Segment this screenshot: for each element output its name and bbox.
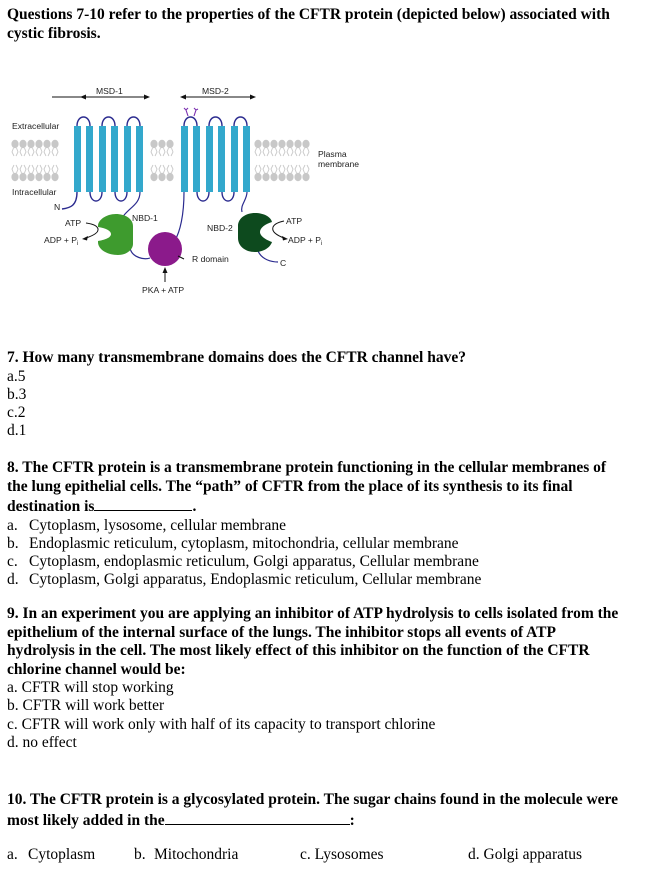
nbd2-shape (238, 213, 272, 252)
label-intracellular: Intracellular (12, 187, 57, 197)
glycan-chains (184, 108, 198, 116)
answer-blank-q8[interactable] (94, 496, 192, 511)
q9-option-c[interactable]: c. CFTR will work only with half of its capacity to transport chlorine (7, 715, 436, 733)
question-8-stem: 8. The CFTR protein is a transmembrane protein functioning in the cellular membranes of the lung epithelial cells. The “path” of CFTR from the place of its synthesis to its final destination is . (7, 459, 607, 515)
q8-option-b[interactable]: b. Endoplasmic reticulum, cytoplasm, mitochondria, cellular membrane (7, 534, 459, 552)
label-extracellular: Extracellular (12, 121, 60, 131)
q7-option-a[interactable]: a.5 (7, 367, 26, 385)
label-adp-left: ADP + $P_i$ (44, 235, 79, 247)
question-9 (7, 605, 652, 752)
label-c-terminus: C (280, 258, 287, 268)
question-8 (7, 459, 652, 590)
nbd1-shape (98, 214, 133, 255)
msd1-helices (74, 126, 143, 192)
q10-option-b[interactable]: b. Mitochondria (134, 846, 239, 863)
q10-option-d[interactable]: d. Golgi apparatus (468, 846, 583, 863)
r-domain-shape (148, 232, 182, 266)
q8-option-c[interactable]: c. Cytoplasm, endoplasmic reticulum, Golgi apparatus, Cellular membrane (7, 553, 479, 571)
question-7-stem: 7. How many transmembrane domains does the CFTR channel have? (7, 349, 466, 366)
question-9-stem: 9. In an experiment you are applying an inhibitor of ATP hydrolysis to cells isolated from the epithelium of the internal surface of the lungs. The inhibitor stops all events of ATP hydrolysis in the cell. The most likely effect of this inhibitor on the function of the CFTR chlorine channel would be: (7, 605, 619, 678)
question-7 (7, 349, 647, 441)
label-atp-left: ATP (65, 218, 82, 228)
cftr-diagram (0, 80, 400, 300)
msd2-helices (181, 126, 250, 192)
label-msd2: MSD-2 (202, 86, 229, 96)
label-atp-right: ATP (286, 216, 303, 226)
label-nbd2: NBD-2 (207, 223, 233, 233)
lipid-bilayer-right (254, 140, 309, 181)
label-n-terminus: N (54, 202, 61, 212)
q10-option-c[interactable]: c. Lysosomes (300, 846, 384, 863)
q8-option-d[interactable]: d. Cytoplasm, Golgi apparatus, Endoplasmic reticulum, Cellular membrane (7, 571, 482, 589)
intro-text: Questions 7-10 refer to the properties of the CFTR protein (depicted below) associated with cystic fibrosis. (7, 6, 610, 42)
question-10 (7, 791, 652, 830)
answer-blank-q10[interactable] (165, 810, 350, 825)
lipid-bilayer-middle (150, 140, 173, 181)
lipid-bilayer-left (11, 140, 58, 181)
q10-option-a[interactable]: a. Cytoplasm (7, 846, 96, 863)
q7-option-b[interactable]: b.3 (7, 385, 27, 403)
q9-option-d[interactable]: d. no effect (7, 733, 77, 751)
label-r-domain: R domain (192, 254, 229, 264)
q9-option-a[interactable]: a. CFTR will stop working (7, 679, 174, 696)
q9-option-b[interactable]: b. CFTR will work better (7, 697, 165, 715)
label-msd1: MSD-1 (96, 86, 123, 96)
label-pka-atp: PKA + ATP (142, 285, 185, 295)
question-10-stem: 10. The CFTR protein is a glycosylated protein. The sugar chains found in the molecule were most likely added in the : (7, 791, 619, 829)
label-adp-right: ADP + $P_i$ (288, 235, 323, 247)
label-nbd1: NBD-1 (132, 213, 158, 223)
q7-option-c[interactable]: c.2 (7, 404, 26, 422)
label-plasma: Plasma (318, 149, 347, 159)
q8-option-a[interactable]: a. Cytoplasm, lysosome, cellular membrane (7, 516, 286, 534)
label-membrane: membrane (318, 159, 360, 169)
q7-option-d[interactable]: d.1 (7, 422, 27, 440)
